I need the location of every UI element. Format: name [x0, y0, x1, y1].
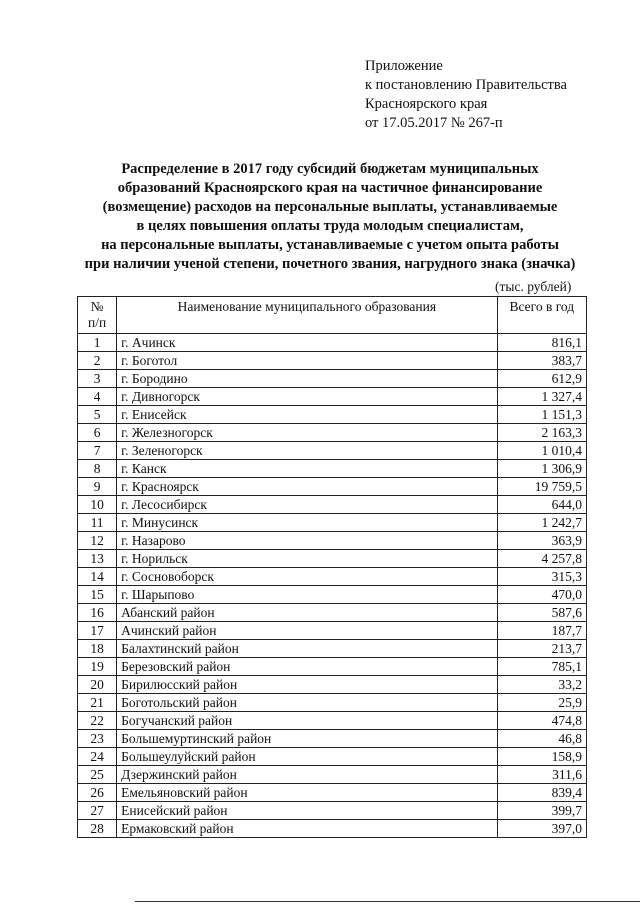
row-total: 816,1 — [497, 334, 586, 352]
row-name: Балахтинский район — [117, 640, 497, 658]
row-total: 1 242,7 — [497, 514, 586, 532]
row-name: г. Шарыпово — [117, 586, 497, 604]
row-number: 23 — [78, 730, 117, 748]
row-number: 12 — [78, 532, 117, 550]
row-name: г. Сосновоборск — [117, 568, 497, 586]
row-total: 644,0 — [497, 496, 586, 514]
appendix-block — [365, 57, 567, 133]
row-total: 315,3 — [497, 568, 586, 586]
table-row — [78, 586, 587, 604]
row-name: г. Лесосибирск — [117, 496, 497, 514]
row-total: 1 151,3 — [497, 406, 586, 424]
row-number: 14 — [78, 568, 117, 586]
units-label: (тыс. рублей) — [495, 279, 572, 294]
row-name: г. Минусинск — [117, 514, 497, 532]
row-number: 28 — [78, 820, 117, 838]
row-number: 9 — [78, 478, 117, 496]
row-total: 25,9 — [497, 694, 586, 712]
row-number: 17 — [78, 622, 117, 640]
appendix-line: Приложение — [365, 58, 443, 74]
row-number: 6 — [78, 424, 117, 442]
row-name: Дзержинский район — [117, 766, 497, 784]
row-name: Боготольский район — [117, 694, 497, 712]
row-total: 612,9 — [497, 370, 586, 388]
row-total: 4 257,8 — [497, 550, 586, 568]
row-name: Емельяновский район — [117, 784, 497, 802]
row-total: 158,9 — [497, 748, 586, 766]
row-number: 25 — [78, 766, 117, 784]
table-row — [78, 334, 587, 352]
table-row — [78, 460, 587, 478]
row-name: Абанский район — [117, 604, 497, 622]
row-total: 383,7 — [497, 352, 586, 370]
row-total: 399,7 — [497, 802, 586, 820]
table-row — [78, 622, 587, 640]
table-row — [78, 640, 587, 658]
table-row — [78, 478, 587, 496]
row-number: 13 — [78, 550, 117, 568]
row-name: Енисейский район — [117, 802, 497, 820]
row-total: 1 010,4 — [497, 442, 586, 460]
row-total: 470,0 — [497, 586, 586, 604]
bottom-divider — [135, 901, 640, 902]
row-name: г. Норильск — [117, 550, 497, 568]
table-row — [78, 802, 587, 820]
row-name: Богучанский район — [117, 712, 497, 730]
table-row — [78, 712, 587, 730]
table-row — [78, 604, 587, 622]
table-row — [78, 820, 587, 838]
table-row — [78, 442, 587, 460]
row-total: 46,8 — [497, 730, 586, 748]
table-row — [78, 514, 587, 532]
header-total: Всего в год — [497, 297, 586, 334]
row-total: 1 327,4 — [497, 388, 586, 406]
row-name: г. Боготол — [117, 352, 497, 370]
table-row — [78, 748, 587, 766]
row-number: 19 — [78, 658, 117, 676]
row-name: Ачинский район — [117, 622, 497, 640]
row-number: 4 — [78, 388, 117, 406]
header-name: Наименование муниципального образования — [117, 297, 497, 334]
row-number: 1 — [78, 334, 117, 352]
table-row — [78, 766, 587, 784]
row-total: 587,6 — [497, 604, 586, 622]
table-row — [78, 352, 587, 370]
row-total: 33,2 — [497, 676, 586, 694]
row-number: 7 — [78, 442, 117, 460]
row-number: 15 — [78, 586, 117, 604]
appendix-date: от 17.05.2017 № 267-п — [365, 115, 503, 131]
row-number: 5 — [78, 406, 117, 424]
row-total: 397,0 — [497, 820, 586, 838]
row-name: г. Железногорск — [117, 424, 497, 442]
header-number-line: п/п — [87, 315, 107, 330]
row-total: 785,1 — [497, 658, 586, 676]
row-total: 311,6 — [497, 766, 586, 784]
table-header-row — [78, 297, 587, 334]
row-number: 10 — [78, 496, 117, 514]
table-row — [78, 424, 587, 442]
row-total: 363,9 — [497, 532, 586, 550]
row-name: г. Енисейск — [117, 406, 497, 424]
table-row — [78, 694, 587, 712]
table-row — [78, 730, 587, 748]
title-line: при наличии ученой степени, почетного звания, нагрудного знака (значка) — [84, 256, 576, 272]
row-name: Большемуртинский район — [117, 730, 497, 748]
row-name: Большеулуйский район — [117, 748, 497, 766]
title-line: в целях повышения оплаты труда молодым специалистам, — [136, 218, 524, 234]
table-row — [78, 658, 587, 676]
header-number — [78, 297, 117, 334]
table-row — [78, 784, 587, 802]
row-number: 21 — [78, 694, 117, 712]
row-total: 474,8 — [497, 712, 586, 730]
row-number: 27 — [78, 802, 117, 820]
row-number: 2 — [78, 352, 117, 370]
row-number: 3 — [78, 370, 117, 388]
table-row — [78, 550, 587, 568]
row-number: 26 — [78, 784, 117, 802]
row-name: г. Назарово — [117, 532, 497, 550]
table-row — [78, 406, 587, 424]
appendix-line: Красноярского края — [365, 96, 488, 112]
row-number: 24 — [78, 748, 117, 766]
title-line: Распределение в 2017 году субсидий бюджетам муниципальных — [121, 161, 539, 177]
row-name: г. Дивногорск — [117, 388, 497, 406]
row-number: 18 — [78, 640, 117, 658]
row-number: 16 — [78, 604, 117, 622]
table-row — [78, 568, 587, 586]
table-row — [78, 388, 587, 406]
row-total: 1 306,9 — [497, 460, 586, 478]
appendix-line: к постановлению Правительства — [365, 77, 567, 93]
subsidy-table — [77, 296, 587, 838]
row-number: 22 — [78, 712, 117, 730]
row-name: г. Зеленогорск — [117, 442, 497, 460]
row-name: Ермаковский район — [117, 820, 497, 838]
row-total: 213,7 — [497, 640, 586, 658]
row-name: г. Ачинск — [117, 334, 497, 352]
row-name: г. Бородино — [117, 370, 497, 388]
row-total: 839,4 — [497, 784, 586, 802]
row-total: 2 163,3 — [497, 424, 586, 442]
row-name: Бирилюсский район — [117, 676, 497, 694]
title-line: на персональные выплаты, устанавливаемые с учетом опыта работы — [101, 237, 559, 253]
row-number: 11 — [78, 514, 117, 532]
row-name: г. Красноярск — [117, 478, 497, 496]
row-number: 8 — [78, 460, 117, 478]
row-name: г. Канск — [117, 460, 497, 478]
table-row — [78, 532, 587, 550]
title-line: (возмещение) расходов на персональные выплаты, устанавливаемые — [102, 199, 558, 215]
row-number: 20 — [78, 676, 117, 694]
row-total: 19 759,5 — [497, 478, 586, 496]
title-line: образований Красноярского края на частичное финансирование — [117, 180, 543, 196]
table-row — [78, 496, 587, 514]
document-title — [50, 160, 610, 274]
row-total: 187,7 — [497, 622, 586, 640]
header-number-line: № — [90, 299, 104, 314]
table-row — [78, 676, 587, 694]
table-row — [78, 370, 587, 388]
row-name: Березовский район — [117, 658, 497, 676]
